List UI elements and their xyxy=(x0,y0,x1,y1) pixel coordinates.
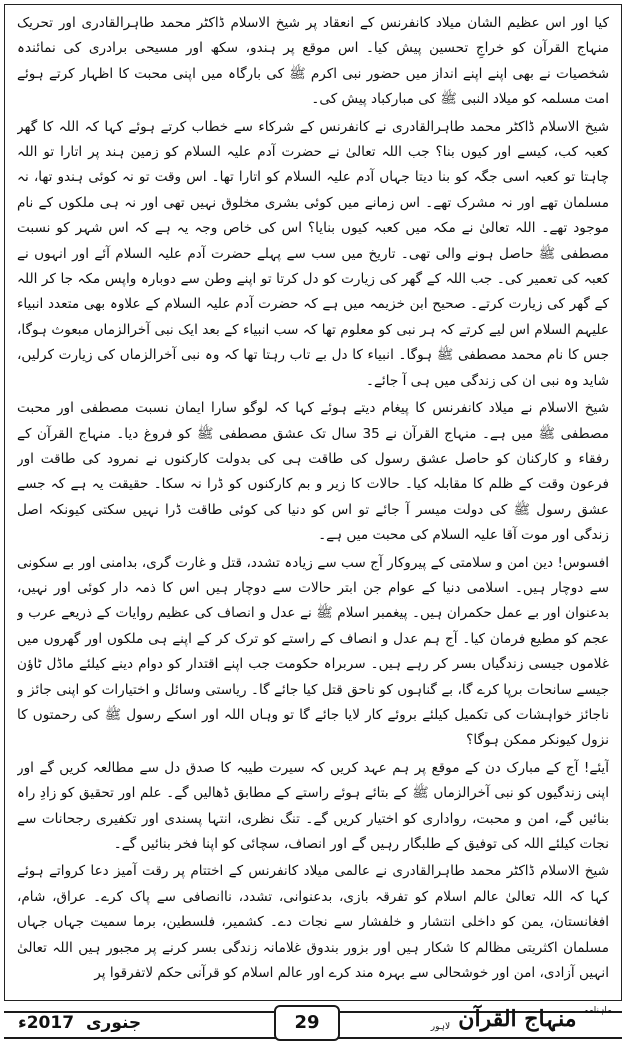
paragraph-2: شیخ الاسلام ڈاکٹر محمد طاہرالقادری نے کانفرنس کے شرکاء سے خطاب کرتے ہوئے کہا کہ اللہ کا گھر کعبہ کب، کیسے اور کیوں بنا؟ جب اللہ تعالیٰ نے حضرت آدم علیہ السلام کو زمین ہند پر اتارا تو اللہ چاہتا تو کعبہ اسی جگہ کو بنا دیتا جہاں آدم علیہ السلام کو اتارا تھا۔ اس وقت تو نہ کوئی ہندو تھا، نہ مسلمان تھے اور نہ مشرک تھے۔ اس زمانے میں کوئی بشری مخلوق نہیں تھی اور نہ ہی ملکوں کے نام موجود تھے۔ اللہ تعالیٰ نے مکہ میں کعبہ کیوں بنایا؟ اس کی خاص وجہ یہ ہے کہ اس شہر کو نسبت مصطفی ﷺ حاصل ہونے والی تھی۔ تاریخ میں سب سے پہلے حضرت آدم علیہ السلام آئے اور انہوں نے کعبہ کی تعمیر کی۔ جب اللہ کے گھر کی زیارت کو دل کرتا تو اپنے وطن سے دوبارہ واپس مکہ جا کر اللہ کے گھر کی زیارت کرتے۔ صحیح ابن خزیمہ میں ہے کہ حضرت آدم علیہ السلام کے علاوہ بھی متعدد انبیاء علیہم السلام اس لیے کرتے کہ ہر نبی کو معلوم تھا کہ سب انبیاء کے بعد ایک نبی آخرالزماں مبعوث ہوگا، جس کا نام محمد مصطفی ﷺ ہوگا۔ انبیاء کا دل بے تاب رہتا تھا کہ وہ نبی آخرالزماں کی زیارت کرلیں، شاید وہ نبی ان کی زندگی میں ہی آ جائے۔ xyxy=(17,118,609,389)
paragraph-4: افسوس! دین امن و سلامتی کے پیروکار آج سب سے زیادہ تشدد، قتل و غارت گری، بدامنی اور بے سکونی سے دوچار ہیں۔ اسلامی دنیا کے عوام جن ابتر حالات سے دوچار ہیں اس کا ذمہ دار کوئی اور نہیں، بدعنوان اور بے عمل حکمران ہیں۔ پیغمبر اسلام ﷺ نے عدل و انصاف کی عظیم روایات کے ذریعے عرب و عجم کو مطیع فرمان کیا۔ آج ہم عدل و انصاف کے راستے کو ترک کر کے اپنے ہی ملکوں اور گھروں میں غلاموں جیسی زندگیاں بسر کر رہے ہیں۔ سربراہ حکومت جب اپنے اقتدار کو دوام دینے کیلئے ماڈل ٹاؤن جیسے سانحات برپا کرے گا، بے گناہوں کو ناحق قتل کیا جائے گا۔ ریاستی وسائل و اختیارات کو اپنی جائز و ناجائز خواہشات کی تکمیل کیلئے بروئے کار لایا جائے گا تو وہاں اللہ اور اسکے رسول ﷺ کی رحمتوں کا نزول کیونکر ممکن ہوگا؟ xyxy=(17,554,609,749)
text-frame xyxy=(4,4,622,1001)
issue-year: 2017ء xyxy=(18,1013,75,1033)
paragraph-5: آیئے! آج کے مبارک دن کے موقع پر ہم عہد کریں کہ سیرت طیبہ کا صدق دل سے مطالعہ کریں گے اور اپنی زندگیوں کو نبی آخرالزماں ﷺ کے بتائے ہوئے راستے کے مطابق ڈھالیں گے۔ علم اور تحقیق کو زادِ راہ بنائیں گے، امن و محبت، رواداری کو اختیار کریں گے۔ تنگ نظری، انتہا پسندی اور تکفیری رجحانات سے نجات کیلئے اللہ کی توفیق کے طلبگار رہیں گے اور انصاف، سچائی کو اپنا فخر بنائیں گے۔ xyxy=(17,759,609,852)
monthly-label: ماہنامہ xyxy=(583,1006,612,1016)
paragraph-1: کیا اور اس عظیم الشان میلاد کانفرنس کے انعقاد پر شیخ الاسلام ڈاکٹر محمد طاہرالقادری اور تحریک منہاج القرآن کو خراجِ تحسین پیش کیا۔ اس موقع پر ہندو، سکھ اور مسیحی برادری کی نمائندہ شخصیات نے بھی اپنے اپنے انداز میں حضور نبی اکرم ﷺ کی بارگاہ میں اپنی محبت کا اظہار کرتے ہوئے امت مسلمہ کو میلاد النبی ﷺ کی مبارکباد پیش کی۔ xyxy=(17,15,609,108)
issue-date xyxy=(18,1013,141,1033)
issue-month: جنوری xyxy=(85,1013,142,1033)
paragraph-6: شیخ الاسلام ڈاکٹر محمد طاہرالقادری نے عالمی میلاد کانفرنس کے اختتام پر رقت آمیز دعا کرواتے ہوئے کہا کہ اللہ تعالیٰ عالم اسلام کو تفرقہ بازی، بدعنوانی، تشدد، ناانصافی سے پاک کرے۔ عراق، شام، افغانستان، یمن کو داخلی انتشار و خلفشار سے نجات دے۔ کشمیر، فلسطین، برما سمیت جہاں جہاں مسلمان اکثریتی مظالم کا شکار ہیں اور بزور بندوق غلامانہ زندگی بسر کرنے پر مجبور ہیں اللہ تعالیٰ انہیں آزادی، امن اور خوشحالی سے بہرہ مند کرے اور عالم اسلام کو قرآنی حکم لاتفرقوا پر xyxy=(17,863,609,982)
page-footer xyxy=(4,1005,622,1045)
page-number: 29 xyxy=(274,1005,340,1041)
magazine-title: منہاج القرآن xyxy=(458,1006,577,1032)
article-body xyxy=(17,11,609,992)
paragraph-3: شیخ الاسلام نے میلاد کانفرنس کا پیغام دیتے ہوئے کہا کہ لوگو سارا ایمان نسبت مصطفی اور محبت مصطفی ﷺ میں ہے۔ منہاج القرآن نے 35 سال تک عشق مصطفی ﷺ کو فروغ دیا۔ منہاج القرآن کے رفقاء و کارکنان کو حاصل عشق رسول کی طاقت ہی کی بدولت کارکنوں نے نمرود کی طاقت اور فرعون وقت کے ظلم کا مقابلہ کیا۔ حالات کا زیر و بم کارکنوں کو ڈرا نہ سکا۔ حقیقت یہ ہے کہ جسے عشق رسول ﷺ کی دولت میسر آ جائے تو اس کو دنیا کی کوئی طاقت ڈرا نہیں سکتی کیونکہ اصل زندگی اور موت آقا علیہ السلام کی محبت میں ہے۔ xyxy=(17,400,609,544)
magazine-masthead xyxy=(431,1006,612,1032)
city-label: لاہور xyxy=(430,1022,451,1032)
